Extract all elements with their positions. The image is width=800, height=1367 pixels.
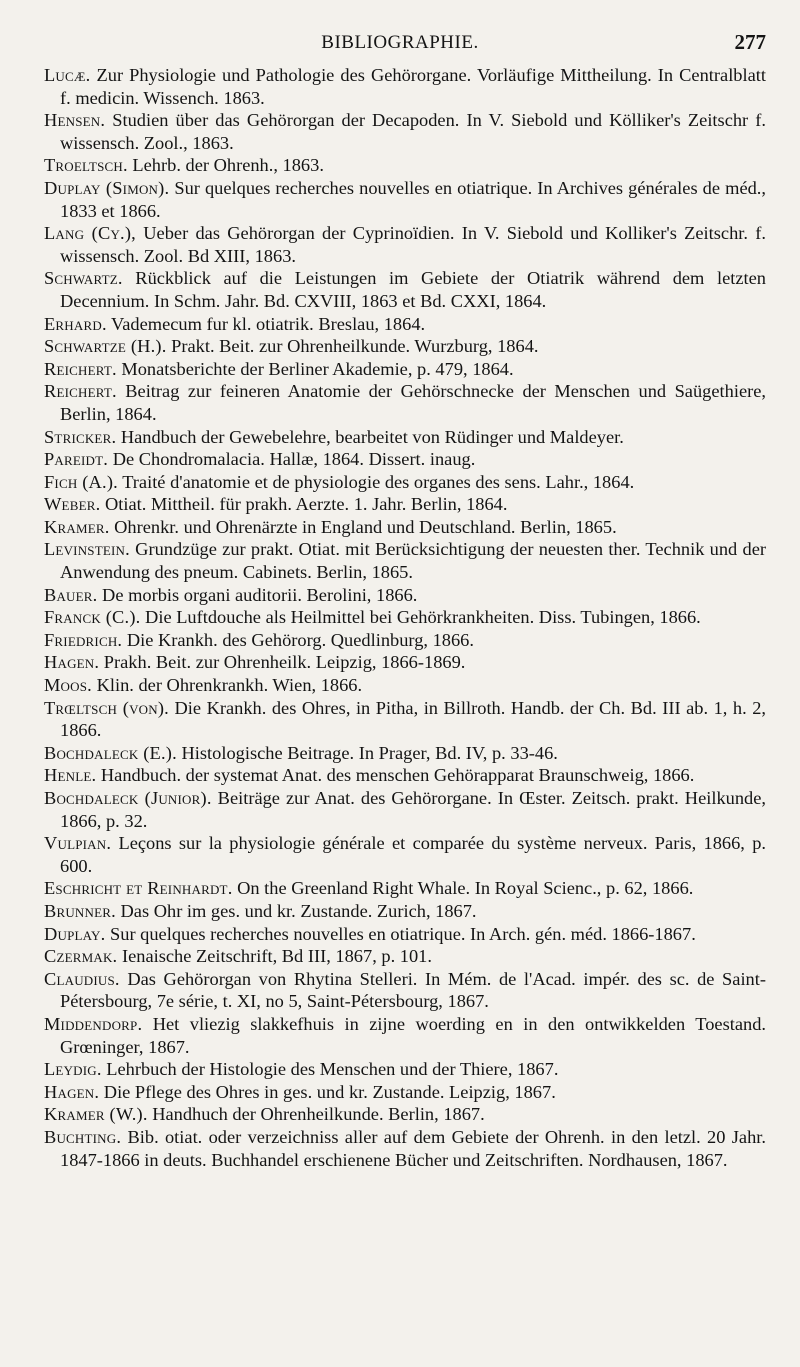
bibliography-entry [44, 968, 766, 1013]
bibliography-entry [44, 606, 766, 629]
entry-text: Beiträge zur Anat. des Gehörorgane. In Œster. Zeitsch. prakt. Heilkunde, 1866, p. 32. [60, 788, 766, 831]
entry-text: Die Pflege des Ohres in ges. und kr. Zustande. Leipzig, 1867. [99, 1081, 556, 1102]
entry-author: Bochdaleck (E.). [44, 742, 177, 763]
entry-text: Grundzüge zur prakt. Otiat. mit Berücksichtigung der neuesten ther. Technik und der Anwendung des pneum. Cabinets. Berlin, 1865. [60, 539, 766, 583]
entry-text: De Chondromalacia. Hallæ, 1864. Dissert. inaug. [108, 449, 476, 470]
entry-text: Bib. otiat. oder verzeichniss aller auf dem Gebiete der Ohrenh. in den letzl. 20 Jahr. 1847-1866 in deuts. Buchhandel erschienene Bücher und Zeitschriften. Nordhausen, 1867. [60, 1126, 766, 1170]
entry-text: Sur quelques recherches nouvelles en otiatrique. In Archives générales de méd., 1833 et 1866. [60, 177, 766, 221]
bibliography-entry [44, 923, 766, 946]
entry-author: Trœltsch (von). [44, 697, 169, 718]
entry-author: Eschricht et Reinhardt. [44, 878, 233, 899]
entry-text: Die Luftdouche als Heilmittel bei Gehörkrankheiten. Diss. Tubingen, 1866. [140, 607, 701, 628]
entry-author: Duplay. [44, 923, 106, 944]
entry-author: Leydig. [44, 1059, 102, 1080]
bibliography-entry [44, 945, 766, 968]
entry-author: Middendorp. [44, 1013, 143, 1034]
bibliography-entry [44, 222, 766, 267]
entry-author: Stricker. [44, 426, 117, 447]
entry-text: Klin. der Ohrenkrankh. Wien, 1866. [91, 675, 363, 696]
entry-text: Handhuch der Ohrenheilkunde. Berlin, 1867. [147, 1104, 485, 1125]
bibliography-entry [44, 267, 766, 312]
bibliography-entry [44, 1013, 766, 1058]
bibliography-entry [44, 764, 766, 787]
bibliography-entry [44, 629, 766, 652]
entry-author: Levinstein. [44, 539, 130, 560]
entry-author: Kramer (W.). [44, 1104, 148, 1125]
entry-author: Reichert. [44, 381, 117, 402]
bibliography-entry [44, 832, 766, 877]
entry-author: Lucæ. [44, 65, 91, 85]
bibliography-entry [44, 900, 766, 923]
entry-text: Handbuch der Gewebelehre, bearbeitet von Rüdinger und Maldeyer. [116, 426, 624, 447]
entry-text: Die Krankh. des Ohres, in Pitha, in Billroth. Handb. der Ch. Bd. III ab. 1, h. 2, 1866. [60, 697, 766, 741]
bibliography-entry [44, 877, 766, 900]
bibliography-entry [44, 313, 766, 336]
page-header [0, 30, 800, 58]
entry-text: Leçons sur la physiologie générale et comparée du système nerveux. Paris, 1866, p. 600. [60, 833, 766, 876]
entry-author: Hagen. [44, 1081, 100, 1102]
entry-text: Ueber das Gehörorgan der Cyprinoïdien. In V. Siebold und Kolliker's Zeitschr. f. wissensch. Zool. Bd XIII, 1863. [60, 223, 766, 266]
bibliography-entry [44, 742, 766, 765]
entry-text: Ohrenkr. und Ohrenärzte in England und Deutschland. Berlin, 1865. [109, 516, 617, 537]
entry-text: Monatsberichte der Berliner Akademie, p. 479, 1864. [116, 358, 514, 379]
entry-text: Das Ohr im ges. und kr. Zustande. Zurich, 1867. [115, 900, 477, 921]
bibliography-entry [44, 516, 766, 539]
entry-author: Bauer. [44, 584, 98, 605]
bibliography-entry [44, 674, 766, 697]
entry-author: Czermak. [44, 946, 118, 967]
entry-author: Troeltsch. [44, 155, 128, 176]
running-title: BIBLIOGRAPHIE. [321, 32, 479, 53]
bibliography-entry [44, 109, 766, 154]
entry-text: Het vliezig slakkefhuis in zijne woerding en in den ontwikkelden Toestand. Grœninger, 1867. [60, 1013, 766, 1057]
bibliography-entry [44, 1126, 766, 1171]
bibliography-entry [44, 538, 766, 583]
bibliography-entry [44, 787, 766, 832]
page-number: 277 [734, 30, 766, 54]
entry-author: Friedrich. [44, 629, 123, 650]
entry-author: Reichert. [44, 358, 117, 379]
entry-author: Duplay (Simon). [44, 177, 170, 198]
entry-author: Franck (C.). [44, 607, 141, 628]
entry-text: Zur Physiologie und Pathologie des Gehörorgane. Vorläufige Mittheilung. In Centralblatt f. medicin. Wissench. 1863. [60, 65, 766, 108]
bibliography-entry [44, 1103, 766, 1126]
entry-text: Ienaische Zeitschrift, Bd III, 1867, p. 101. [117, 946, 432, 967]
bibliography-entry [44, 358, 766, 381]
entry-text: Studien über das Gehörorgan der Decapoden. In V. Siebold und Kölliker's Zeitschr f. wissensch. Zool., 1863. [60, 110, 766, 153]
entry-text: Rückblick auf die Leistungen im Gebiete der Otiatrik während dem letzten Decennium. In Schm. Jahr. Bd. CXVIII, 1863 et Bd. CXXI, 1864. [60, 268, 766, 311]
entry-text: Prakt. Beit. zur Ohrenheilkunde. Wurzburg, 1864. [166, 336, 539, 357]
entry-text: Das Gehörorgan von Rhytina Stelleri. In Mém. de l'Acad. impér. des sc. de Saint-Pétersbourg, 7e série, t. XI, no 5, Saint-Pétersbourg, 1867. [60, 968, 766, 1012]
entry-text: Sur quelques recherches nouvelles en otiatrique. In Arch. gén. méd. 1866-1867. [105, 923, 696, 944]
bibliography-entry [44, 448, 766, 471]
entry-author: Schwartz. [44, 268, 123, 289]
bibliography-entry [44, 177, 766, 222]
entry-author: Vulpian. [44, 833, 112, 854]
entry-text: Prakh. Beit. zur Ohrenheilk. Leipzig, 1866-1869. [99, 652, 466, 673]
entry-author: Weber. [44, 494, 101, 515]
bibliography-entry [44, 154, 766, 177]
entry-author: Hensen. [44, 110, 106, 131]
entry-author: Claudius. [44, 968, 120, 989]
entry-author: Bochdaleck (Junior). [44, 788, 212, 808]
entry-text: Lehrb. der Ohrenh., 1863. [127, 155, 324, 176]
entry-author: Moos. [44, 675, 92, 696]
entry-author: Fich (A.). [44, 471, 118, 492]
entry-author: Schwartze (H.). [44, 336, 167, 357]
entry-text: Lehrbuch der Histologie des Menschen und der Thiere, 1867. [101, 1059, 559, 1080]
entry-text: On the Greenland Right Whale. In Royal Scienc., p. 62, 1866. [232, 878, 694, 899]
entry-author: Lang (Cy.), [44, 223, 136, 244]
bibliography-entry [44, 1058, 766, 1081]
entry-author: Henle. [44, 765, 97, 786]
bibliography-entry [44, 426, 766, 449]
entry-author: Pareidt. [44, 449, 109, 470]
entry-author: Hagen. [44, 652, 100, 673]
entry-author: Kramer. [44, 516, 110, 537]
bibliography-list [44, 64, 766, 1171]
entry-text: Vademecum fur kl. otiatrik. Breslau, 1864. [106, 313, 426, 334]
bibliography-entry [44, 1081, 766, 1104]
entry-text: Histologische Beitrage. In Prager, Bd. IV, p. 33-46. [176, 742, 558, 763]
bibliography-entry [44, 64, 766, 109]
bibliography-entry [44, 697, 766, 742]
entry-author: Buchting. [44, 1126, 122, 1147]
entry-text: De morbis organi auditorii. Berolini, 1866. [97, 584, 418, 605]
bibliography-entry [44, 584, 766, 607]
entry-author: Brunner. [44, 900, 116, 921]
entry-text: Die Krankh. des Gehörorg. Quedlinburg, 1866. [122, 629, 474, 650]
bibliography-entry [44, 471, 766, 494]
bibliography-entry [44, 651, 766, 674]
bibliography-entry [44, 380, 766, 425]
entry-text: Beitrag zur feineren Anatomie der Gehörschnecke der Menschen und Saügethiere, Berlin, 1864. [60, 381, 766, 424]
entry-text: Traité d'anatomie et de physiologie des organes des sens. Lahr., 1864. [117, 471, 635, 492]
entry-text: Handbuch. der systemat Anat. des menschen Gehörapparat Braunschweig, 1866. [96, 765, 695, 786]
bibliography-entry [44, 335, 766, 358]
entry-author: Erhard. [44, 313, 107, 334]
entry-text: Otiat. Mittheil. für prakh. Aerzte. 1. Jahr. Berlin, 1864. [100, 494, 508, 515]
bibliography-entry [44, 493, 766, 516]
